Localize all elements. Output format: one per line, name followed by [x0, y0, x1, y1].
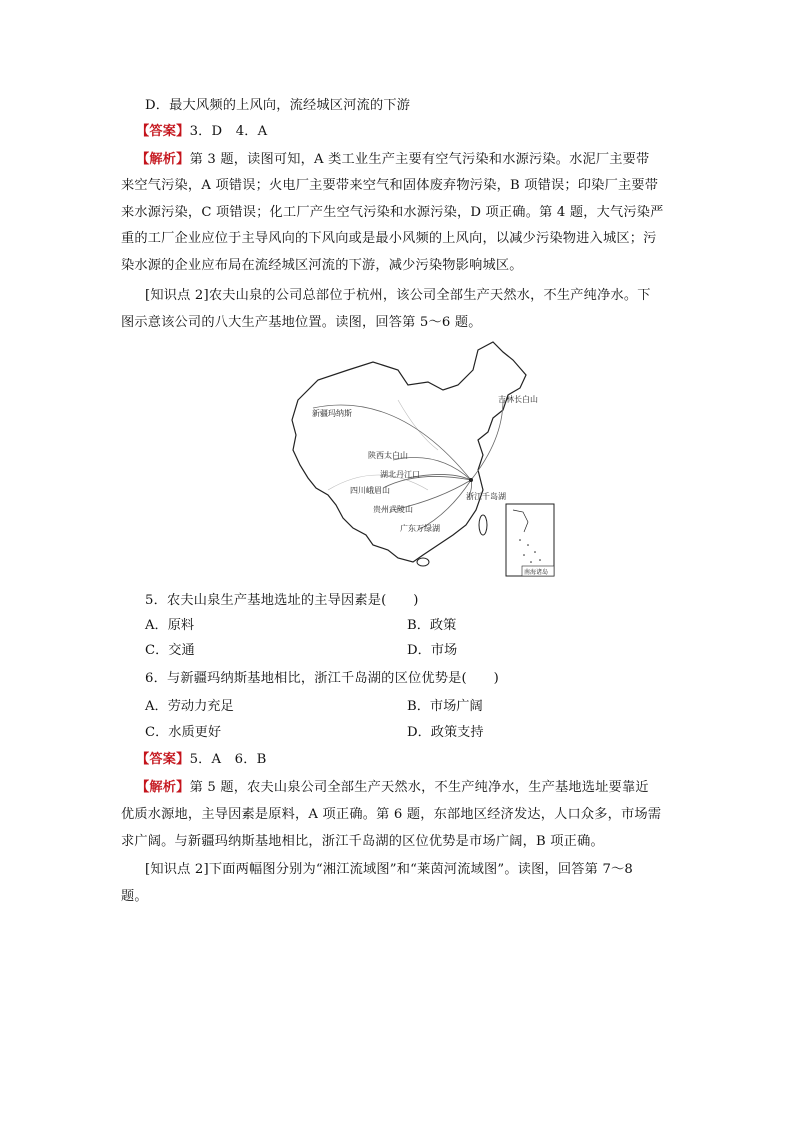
south-china-sea-inset: [506, 504, 554, 576]
q6-option-b: B．市场广阔: [407, 699, 483, 714]
q5-option-c: C．交通: [145, 643, 195, 658]
question-5-stem: 5．农夫山泉生产基地选址的主导因素是( ): [145, 593, 419, 608]
analysis2-line-3: 求广阔。与新疆玛纳斯基地相比，浙江千岛湖的区位优势是市场广阔，B 项正确。: [121, 834, 604, 849]
label-xinjiang: 新疆玛纳斯: [312, 409, 352, 418]
analysis-line-1: [136, 147, 696, 173]
analysis-line-4: 重的工厂企业应位于主导风向的下风向或是最小风频的上风向，以减少污染物进入城区；污: [121, 231, 657, 246]
q6-option-d: D．政策支持: [407, 725, 484, 740]
analysis-text: 第 3 题，读图可知，A 类工业生产主要有空气污染和水源污染。水泥厂主要带: [189, 152, 650, 167]
analysis2-line-2: 优质水源地，主导因素是原料，A 项正确。第 6 题，东部地区经济发达，人口众多，市场需: [121, 807, 662, 822]
answer-text-2: 5．A 6．B: [189, 752, 267, 767]
knowledge-point-intro: [知识点 2]农夫山泉的公司总部位于杭州，该公司全部生产天然水，不生产纯净水。下: [145, 288, 651, 303]
q5-option-b: B．政策: [407, 618, 457, 633]
china-map-svg: [288, 340, 556, 578]
option-d-line: D．最大风频的上风向，流经城区河流的下游: [145, 98, 411, 113]
label-jilin: 吉林长白山: [498, 395, 538, 404]
answer-line-1: [136, 119, 696, 145]
knowledge-point-next: [知识点 2]下面两幅图分别为“湘江流域图”和“莱茵河流域图”。读图，回答第 7～8: [145, 862, 634, 877]
q5-option-a: A．原料: [145, 618, 195, 633]
label-shaanxi: 陕西太白山: [368, 451, 408, 460]
label-guizhou: 贵州武陵山: [373, 505, 413, 514]
q6-option-c: C．水质更好: [145, 725, 222, 740]
analysis2-text: 第 5 题，农夫山泉公司全部生产天然水，不生产纯净水，生产基地选址要靠近: [189, 780, 649, 795]
hainan-island: [417, 558, 429, 566]
inset-label: 南海诸岛: [524, 569, 549, 576]
q5-option-d: D．市场: [407, 643, 458, 658]
analysis-line-3: 来水源污染，C 项错误；化工厂产生空气污染和水源污染，D 项正确。第 4 题，大气污染严: [121, 205, 664, 220]
q6-option-a: A．劳动力充足: [145, 699, 234, 714]
question-6-stem: 6．与新疆玛纳斯基地相比，浙江千岛湖的区位优势是( ): [145, 671, 499, 686]
label-guangdong: 广东万绿湖: [400, 524, 440, 533]
label-sichuan: 四川峨眉山: [350, 486, 390, 495]
analysis2-line-1: [136, 775, 696, 801]
analysis-tag: 【解析】: [136, 152, 190, 167]
label-zhejiang: 浙江千岛湖: [466, 492, 506, 501]
analysis-line-2: 来空气污染，A 项错误；火电厂主要带来空气和固体废弃物污染，B 项错误；印染厂主要带: [121, 178, 659, 193]
answer-tag-2: 【答案】: [136, 752, 190, 767]
answer-tag: 【答案】: [136, 124, 190, 139]
knowledge-point-next-2: 题。: [121, 889, 148, 904]
answer-line-2: [136, 747, 696, 773]
china-map-figure: [288, 340, 556, 578]
knowledge-point-intro-2: 图示意该公司的八大生产基地位置。读图，回答第 5～6 题。: [121, 315, 482, 330]
analysis-line-5: 染水源的企业应布局在流经城区河流的下游，减少污染物影响城区。: [121, 258, 523, 273]
analysis-tag-2: 【解析】: [136, 780, 190, 795]
answer-text: 3．D 4．A: [189, 124, 268, 139]
label-hubei: 湖北丹江口: [380, 470, 420, 479]
taiwan-island: [479, 515, 487, 535]
